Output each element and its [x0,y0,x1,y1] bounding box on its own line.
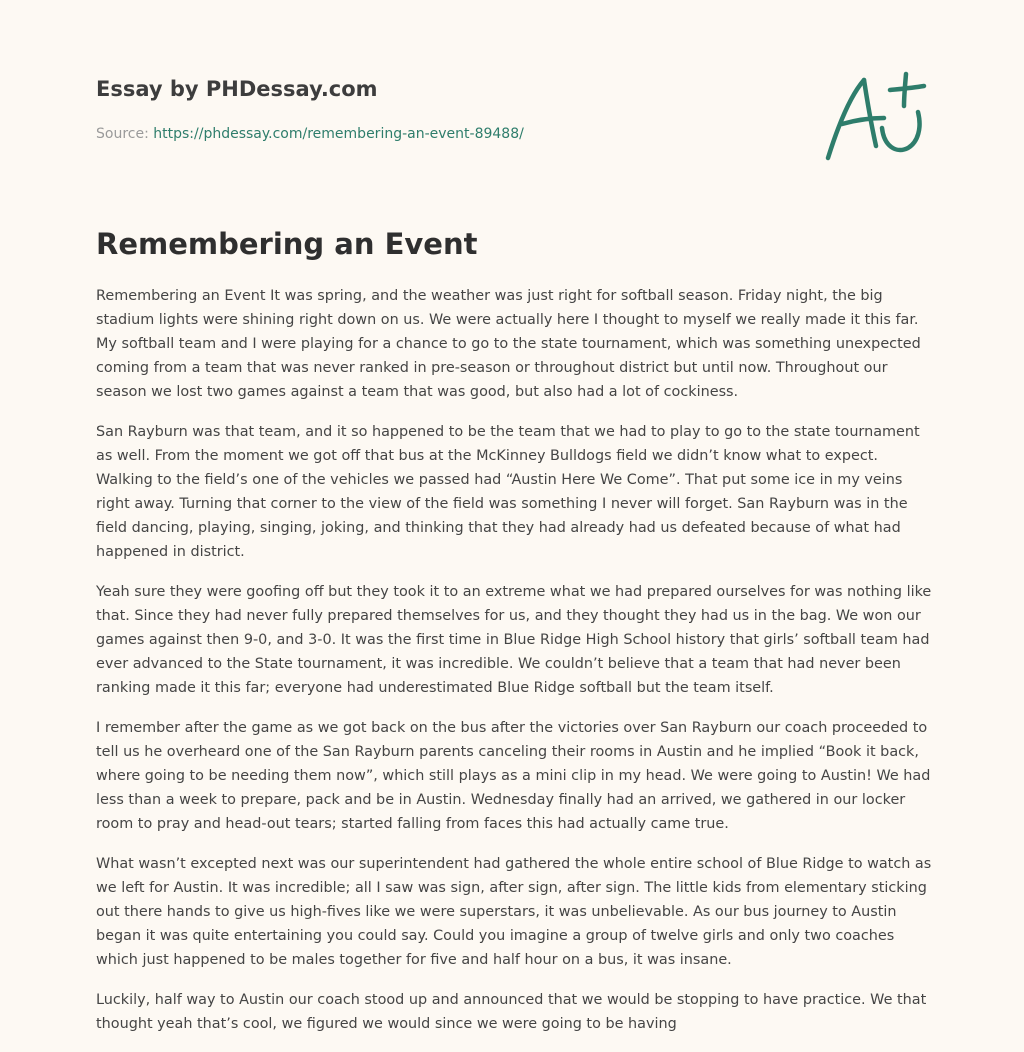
page-header [96,72,796,144]
essay-paragraph: I remember after the game as we got back on the bus after the victories over San Rayburn our coach proceeded to tell us he overheard one of the San Rayburn parents canceling their rooms in Austin and he implied “Book it back, where going to be needing them now”, which still plays as a mini clip in my head. We were going to Austin! We had less than a week to prepare, pack and be in Austin. Wednesday finally had an arrived, we gathered in our locker room to pray and head-out tears; started falling from faces this had actually came true. [96,720,931,832]
site-title: Essay by PHDessay.com [96,77,378,101]
essay-paragraph: Luckily, half way to Austin our coach stood up and announced that we would be stopping to have practice. We that thought yeah that’s cool, we figured we would since we were going to be having [96,992,927,1032]
essay-body [96,284,936,1052]
essay-paragraph: San Rayburn was that team, and it so happened to be the team that we had to play to go to the state tournament as well. From the moment we got off that bus at the McKinney Bulldogs field we didn’t know what to expect. Walking to the field’s one of the vehicles we passed had “Austin Here We Come”. That put some ice in my veins right away. Turning that corner to the view of the field was something I never will forget. San Rayburn was in the field dancing, playing, singing, joking, and thinking that they had already had us defeated because of what had happened in district. [96,424,920,560]
source-label: Source: [96,126,154,142]
essay-paragraph: Remembering an Event It was spring, and the weather was just right for softball season. Friday night, the big stadium lights were shining right down on us. We were actually here I thought to myself we really made it this far. My softball team and I were playing for a chance to go to the state tournament, which was something unexpected coming from a team that was never ranked in pre-season or throughout district but until now. Throughout our season we lost two games against a team that was good, but also had a lot of cockiness. [96,288,921,400]
source-link[interactable]: https://phdessay.com/remembering-an-event-89488/ [153,126,524,142]
essay-paragraph: Yeah sure they were goofing off but they took it to an extreme what we had prepared ourselves for was nothing like that. Since they had never fully prepared themselves for us, and they thought they had us in the bag. We won our games against then 9-0, and 3-0. It was the first time in Blue Ridge High School history that girls’ softball team had ever advanced to the State tournament, it was incredible. We couldn’t believe that a team that had never been ranking made it this far; everyone had underestimated Blue Ridge softball but the team itself. [96,584,932,696]
essay-paragraph: What wasn’t excepted next was our superintendent had gathered the whole entire school of Blue Ridge to watch as we left for Austin. It was incredible; all I saw was sign, after sign, after sign. The little kids from elementary sticking out there hands to give us high-fives like we were superstars, it was unbelievable. As our bus journey to Austin began it was quite entertaining you could say. Could you imagine a group of twelve girls and only two coaches which just happened to be males together for five and half hour on a bus, it was insane. [96,856,932,968]
source-line [96,124,796,144]
essay-title: Remembering an Event [96,227,478,261]
a-plus-logo-icon [820,66,930,166]
